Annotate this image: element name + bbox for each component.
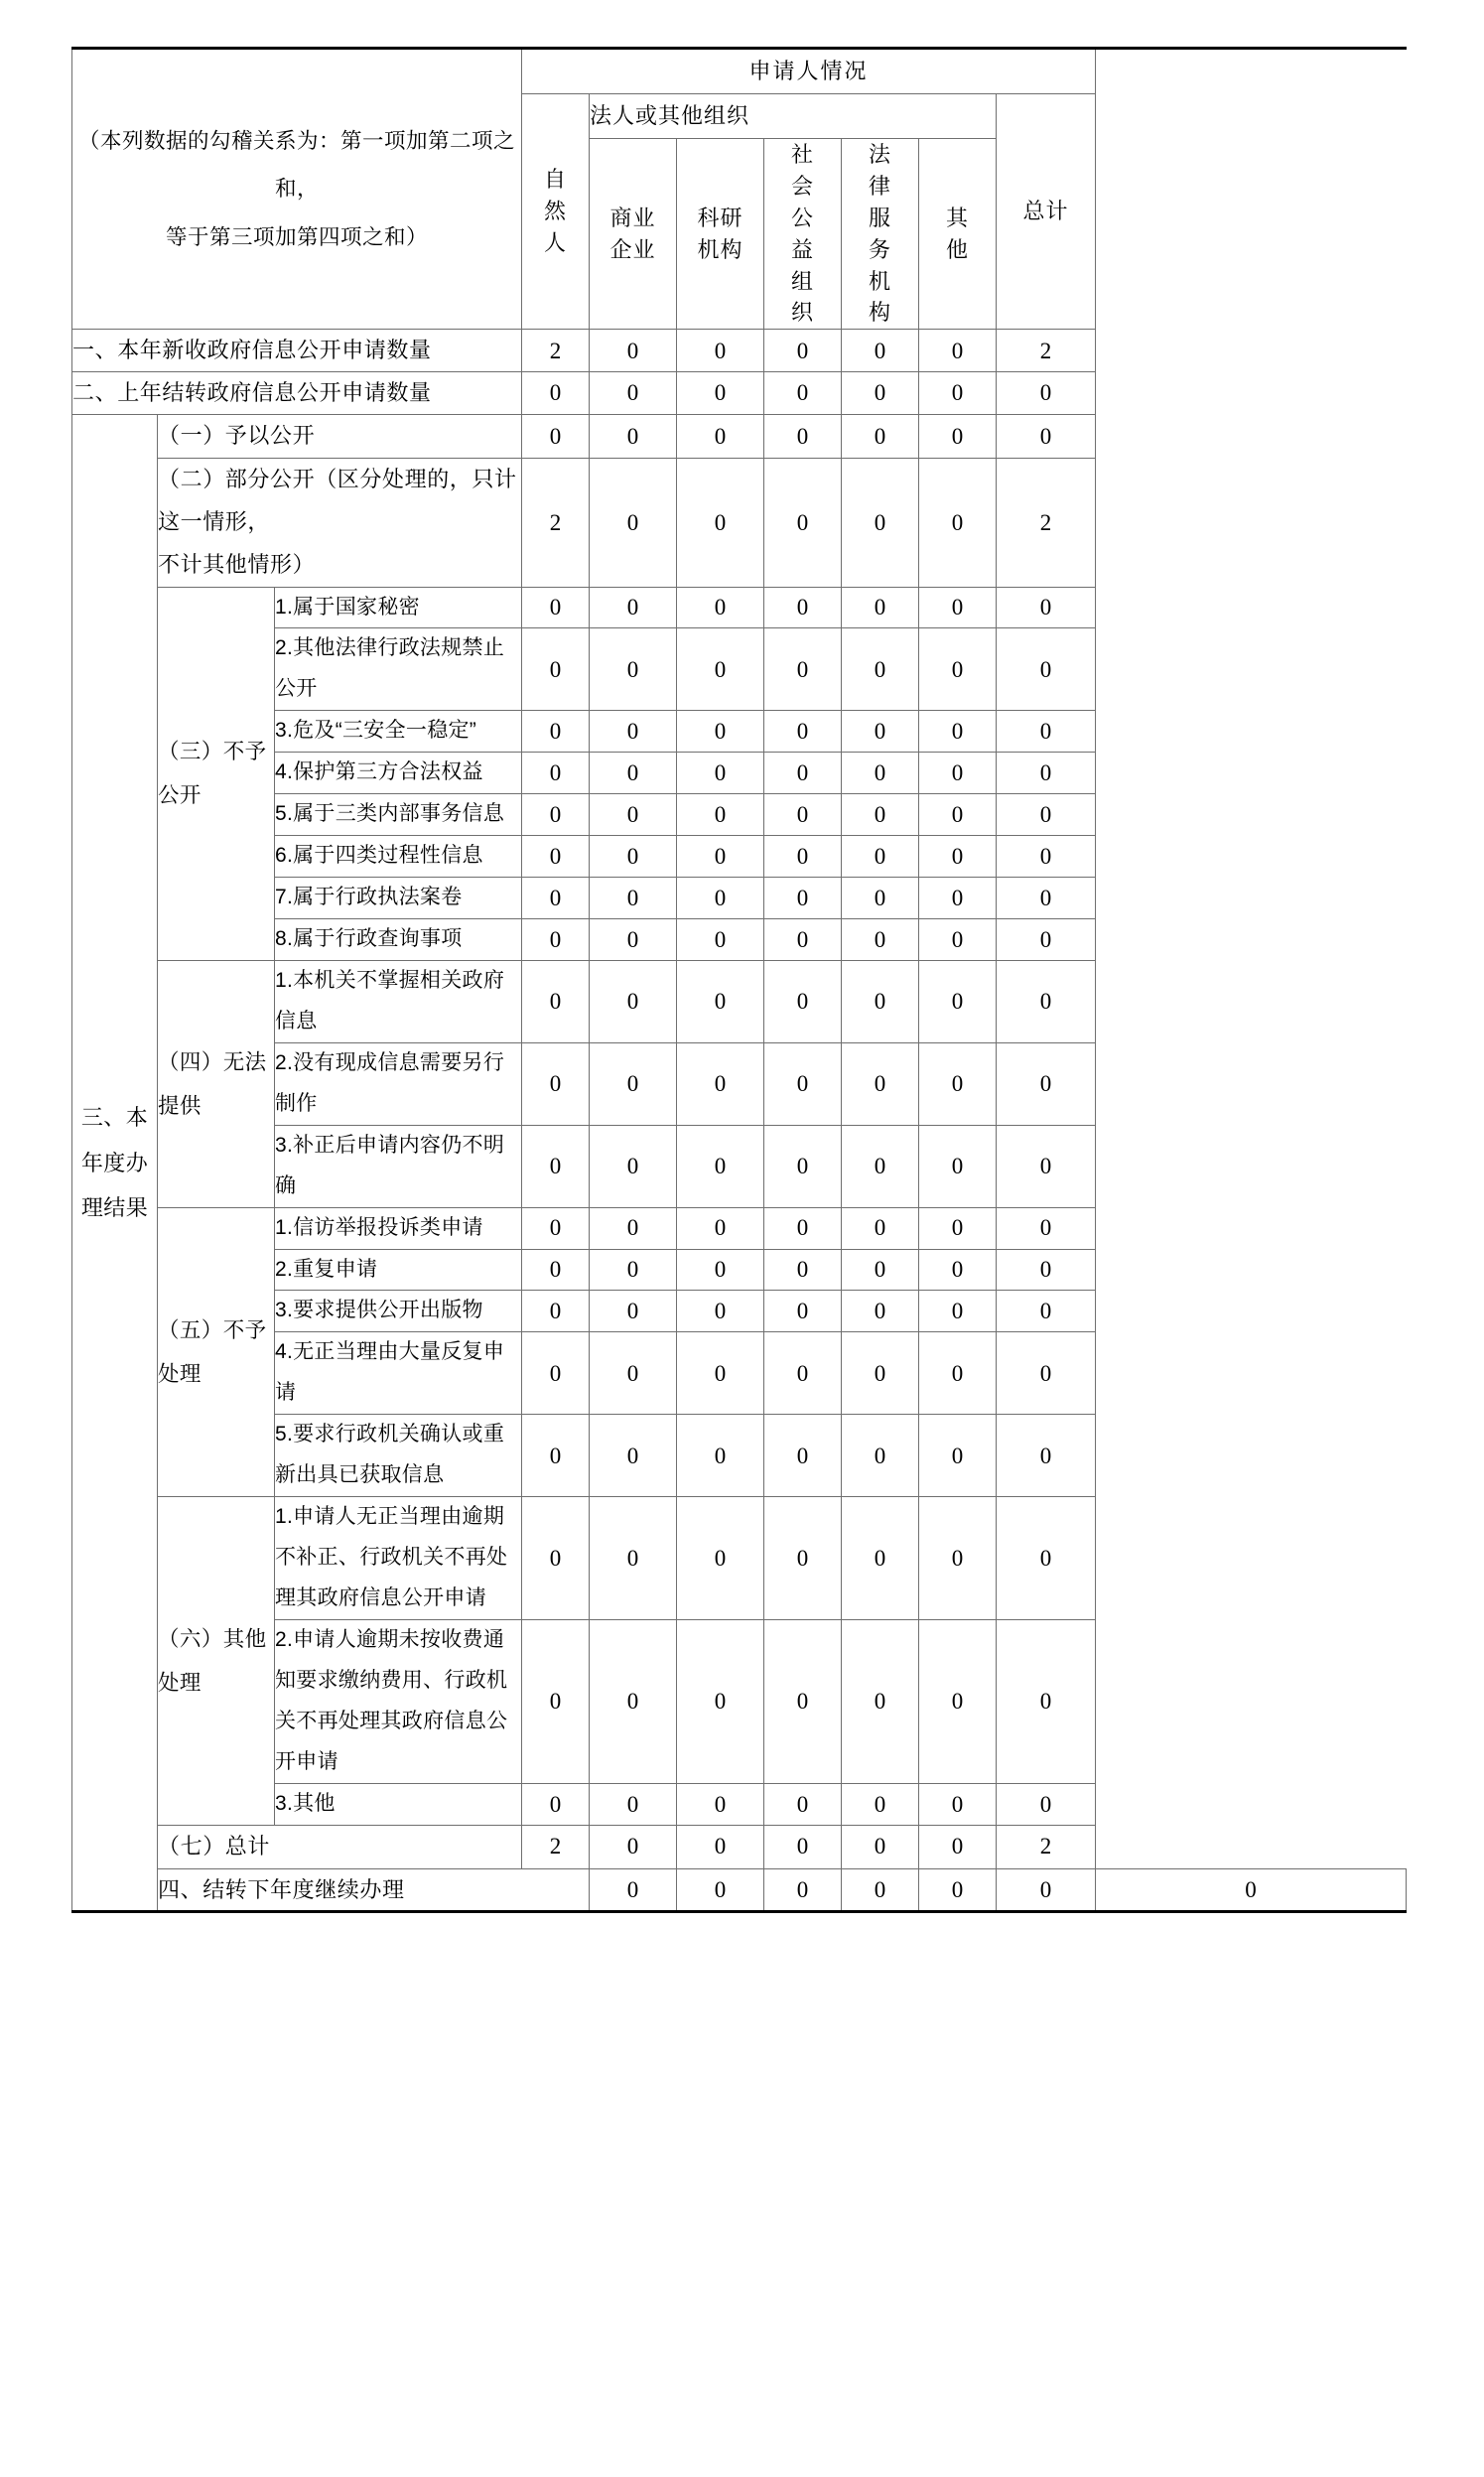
cell-research: 0 xyxy=(677,1207,764,1249)
cell-other: 0 xyxy=(919,753,997,794)
cell-total: 0 xyxy=(997,836,1096,878)
group-label-other-handling-line0: （六）其他 xyxy=(158,1626,267,1651)
cell-total: 0 xyxy=(997,878,1096,919)
cell-legal-service: 0 xyxy=(842,1783,919,1825)
section-label-line-0: 三、本 xyxy=(80,1105,149,1131)
item-label: 3.其他 xyxy=(275,1783,522,1825)
cell-legal-service: 0 xyxy=(919,1868,997,1912)
cell-total: 0 xyxy=(997,1783,1096,1825)
item-label: 8.属于行政查询事项 xyxy=(275,919,522,961)
section-label-line-2: 理结果 xyxy=(80,1194,149,1220)
column-header-business-char-1: 企业 xyxy=(609,236,656,262)
cell-natural: 2 xyxy=(522,458,590,587)
cell-legal-service: 0 xyxy=(842,1291,919,1332)
cell-research: 0 xyxy=(677,960,764,1042)
cell-natural: 0 xyxy=(522,1125,590,1207)
cell-public-welfare: 0 xyxy=(764,458,842,587)
cell-other: 0 xyxy=(919,1619,997,1783)
item-label: 7.属于行政执法案卷 xyxy=(275,878,522,919)
column-header-other-char-0: 其 xyxy=(945,205,969,230)
cell-business: 0 xyxy=(590,878,677,919)
row-label-carried-over: 二、上年结转政府信息公开申请数量 xyxy=(72,372,522,415)
cell-natural: 0 xyxy=(522,414,590,458)
cell-total: 0 xyxy=(997,794,1096,836)
cell-total: 0 xyxy=(997,1042,1096,1125)
table-row xyxy=(72,1497,1407,1620)
column-header-legal-service-char-1: 律 xyxy=(868,173,891,199)
cell-total: 0 xyxy=(997,1207,1096,1249)
cell-business: 0 xyxy=(677,1868,764,1912)
column-header-research-char-1: 机构 xyxy=(697,236,743,262)
cell-total: 0 xyxy=(997,1619,1096,1783)
cell-legal-service: 0 xyxy=(842,836,919,878)
cell-research: 0 xyxy=(677,1497,764,1620)
cell-public-welfare: 0 xyxy=(764,1415,842,1497)
cell-other: 0 xyxy=(919,1332,997,1415)
cell-total: 0 xyxy=(997,1332,1096,1415)
cell-legal-service: 0 xyxy=(842,1207,919,1249)
cell-research: 0 xyxy=(764,1868,842,1912)
table-row xyxy=(72,1825,1407,1868)
item-label: 1.申请人无正当理由逾期不补正、行政机关不再处理其政府信息公开申请 xyxy=(275,1497,522,1620)
column-header-research-char-0: 科研 xyxy=(697,205,743,230)
cell-business: 0 xyxy=(590,1207,677,1249)
cell-total: 0 xyxy=(997,1249,1096,1291)
column-header-public-welfare-char-1: 会 xyxy=(790,173,814,199)
cell-legal-service: 0 xyxy=(842,372,919,415)
column-header-public-welfare-char-2: 公 xyxy=(790,205,814,230)
cell-legal-service: 0 xyxy=(842,711,919,753)
cell-legal-service: 0 xyxy=(842,587,919,628)
cell-legal-service: 0 xyxy=(842,1415,919,1497)
cell-natural: 2 xyxy=(522,330,590,372)
group-label-cannot-provide xyxy=(158,960,275,1207)
cell-research: 0 xyxy=(677,628,764,711)
cell-other: 0 xyxy=(919,372,997,415)
cell-legal-service: 0 xyxy=(842,919,919,961)
cell-natural: 0 xyxy=(522,372,590,415)
table-row xyxy=(72,1868,1407,1912)
cell-public-welfare: 0 xyxy=(764,587,842,628)
cell-public-welfare: 0 xyxy=(764,1249,842,1291)
cell-business: 0 xyxy=(590,1332,677,1415)
cell-public-welfare: 0 xyxy=(764,1497,842,1620)
cell-legal-service: 0 xyxy=(842,1042,919,1125)
cell-natural: 0 xyxy=(522,1332,590,1415)
cell-other: 0 xyxy=(919,1825,997,1868)
row-label-subtotal: （七）总计 xyxy=(158,1825,522,1868)
checksum-note-line1: （本列数据的勾稽关系为：第一项加第二项之和， xyxy=(77,129,515,202)
cell-other: 0 xyxy=(919,794,997,836)
cell-public-welfare: 0 xyxy=(764,836,842,878)
cell-business: 0 xyxy=(590,753,677,794)
cell-research: 0 xyxy=(677,794,764,836)
cell-public-welfare: 0 xyxy=(764,794,842,836)
cell-research: 0 xyxy=(677,330,764,372)
cell-total: 2 xyxy=(997,330,1096,372)
group-label-not-disclosed-line1: 公开 xyxy=(158,783,202,808)
cell-business: 0 xyxy=(590,1291,677,1332)
item-label: 3.危及“三安全一稳定” xyxy=(275,711,522,753)
cell-other: 0 xyxy=(919,919,997,961)
cell-business: 0 xyxy=(590,1415,677,1497)
cell-public-welfare: 0 xyxy=(764,414,842,458)
cell-research: 0 xyxy=(677,587,764,628)
row-label-partially-disclosed-line2: 不计其他情形） xyxy=(158,551,316,577)
cell-public-welfare: 0 xyxy=(764,960,842,1042)
cell-business: 0 xyxy=(590,587,677,628)
cell-total: 0 xyxy=(997,372,1096,415)
cell-research: 0 xyxy=(677,1825,764,1868)
cell-natural: 0 xyxy=(522,628,590,711)
table-row xyxy=(72,414,1407,458)
cell-natural: 0 xyxy=(522,1415,590,1497)
column-header-natural-char-1: 然 xyxy=(543,199,567,224)
column-header-natural xyxy=(522,94,590,330)
cell-legal-service: 0 xyxy=(842,458,919,587)
applicant-group-header: 申请人情况 xyxy=(522,49,1096,94)
item-label: 2.重复申请 xyxy=(275,1249,522,1291)
cell-natural: 0 xyxy=(522,1291,590,1332)
cell-natural: 2 xyxy=(522,1825,590,1868)
legal-person-group-header: 法人或其他组织 xyxy=(590,94,997,139)
cell-business: 0 xyxy=(590,1825,677,1868)
cell-research: 0 xyxy=(677,711,764,753)
cell-natural: 0 xyxy=(522,587,590,628)
cell-business: 0 xyxy=(590,711,677,753)
cell-research: 0 xyxy=(677,1332,764,1415)
cell-legal-service: 0 xyxy=(842,878,919,919)
cell-public-welfare: 0 xyxy=(764,330,842,372)
cell-business: 0 xyxy=(590,919,677,961)
cell-research: 0 xyxy=(677,1291,764,1332)
cell-business: 0 xyxy=(590,1042,677,1125)
section-label-annual-results xyxy=(72,414,158,1911)
cell-legal-service: 0 xyxy=(842,330,919,372)
cell-natural: 0 xyxy=(522,1497,590,1620)
column-header-business-char-0: 商业 xyxy=(609,205,656,230)
cell-natural: 0 xyxy=(522,711,590,753)
cell-other: 0 xyxy=(919,587,997,628)
cell-natural: 0 xyxy=(590,1868,677,1912)
group-label-not-processed xyxy=(158,1207,275,1497)
disclosure-statistics-table xyxy=(71,47,1407,1913)
column-header-legal-service-char-3: 务 xyxy=(868,236,891,262)
item-label: 5.要求行政机关确认或重新出具已获取信息 xyxy=(275,1415,522,1497)
cell-business: 0 xyxy=(590,458,677,587)
cell-public-welfare: 0 xyxy=(764,1825,842,1868)
cell-other: 0 xyxy=(919,330,997,372)
cell-public-welfare: 0 xyxy=(842,1868,919,1912)
group-label-not-processed-line0: （五）不予 xyxy=(158,1317,267,1342)
group-label-not-processed-line1: 处理 xyxy=(158,1361,202,1386)
cell-business: 0 xyxy=(590,1497,677,1620)
item-label: 5.属于三类内部事务信息 xyxy=(275,794,522,836)
cell-public-welfare: 0 xyxy=(764,1291,842,1332)
cell-legal-service: 0 xyxy=(842,753,919,794)
cell-other: 0 xyxy=(919,628,997,711)
column-header-public-welfare xyxy=(764,139,842,330)
cell-public-welfare: 0 xyxy=(764,711,842,753)
cell-other: 0 xyxy=(919,414,997,458)
cell-business: 0 xyxy=(590,1125,677,1207)
cell-natural: 0 xyxy=(522,919,590,961)
item-label: 2.申请人逾期未按收费通知要求缴纳费用、行政机关不再处理其政府信息公开申请 xyxy=(275,1619,522,1783)
column-header-public-welfare-char-5: 织 xyxy=(790,300,814,326)
cell-natural: 0 xyxy=(522,1249,590,1291)
cell-research: 0 xyxy=(677,1249,764,1291)
cell-total: 2 xyxy=(997,1825,1096,1868)
checksum-note-line2: 等于第三项加第四项之和） xyxy=(165,224,428,249)
row-label-carry-forward: 四、结转下年度继续办理 xyxy=(158,1868,590,1912)
column-header-other xyxy=(919,139,997,330)
cell-total: 0 xyxy=(1096,1868,1407,1912)
column-header-natural-char-0: 自 xyxy=(543,167,567,193)
cell-business: 0 xyxy=(590,960,677,1042)
cell-business: 0 xyxy=(590,1783,677,1825)
cell-natural: 0 xyxy=(522,1207,590,1249)
cell-natural: 0 xyxy=(522,753,590,794)
item-label: 1.信访举报投诉类申请 xyxy=(275,1207,522,1249)
cell-business: 0 xyxy=(590,836,677,878)
item-label: 3.要求提供公开出版物 xyxy=(275,1291,522,1332)
cell-other: 0 xyxy=(919,711,997,753)
cell-legal-service: 0 xyxy=(842,414,919,458)
cell-other: 0 xyxy=(919,1207,997,1249)
cell-other: 0 xyxy=(919,1415,997,1497)
cell-other: 0 xyxy=(919,1783,997,1825)
cell-research: 0 xyxy=(677,372,764,415)
cell-research: 0 xyxy=(677,1619,764,1783)
cell-other: 0 xyxy=(919,1497,997,1620)
column-header-business xyxy=(590,139,677,330)
cell-legal-service: 0 xyxy=(842,1125,919,1207)
table-row xyxy=(72,960,1407,1042)
cell-other: 0 xyxy=(919,1125,997,1207)
item-label: 1.属于国家秘密 xyxy=(275,587,522,628)
column-header-other-char-1: 他 xyxy=(945,236,969,262)
column-header-public-welfare-char-3: 益 xyxy=(790,236,814,262)
column-header-legal-service-char-5: 构 xyxy=(868,300,891,326)
cell-research: 0 xyxy=(677,836,764,878)
cell-other: 0 xyxy=(919,1291,997,1332)
item-label: 4.保护第三方合法权益 xyxy=(275,753,522,794)
cell-total: 0 xyxy=(997,960,1096,1042)
cell-research: 0 xyxy=(677,1042,764,1125)
cell-other: 0 xyxy=(919,836,997,878)
item-label: 3.补正后申请内容仍不明确 xyxy=(275,1125,522,1207)
cell-total: 0 xyxy=(997,1415,1096,1497)
cell-total: 0 xyxy=(997,1125,1096,1207)
group-label-cannot-provide-line1: 提供 xyxy=(158,1093,202,1118)
table-row xyxy=(72,458,1407,587)
cell-other: 0 xyxy=(919,1042,997,1125)
cell-natural: 0 xyxy=(522,836,590,878)
cell-business: 0 xyxy=(590,794,677,836)
column-header-legal-service xyxy=(842,139,919,330)
cell-total: 0 xyxy=(997,414,1096,458)
cell-natural: 0 xyxy=(522,960,590,1042)
row-label-disclosed: （一）予以公开 xyxy=(158,414,522,458)
cell-research: 0 xyxy=(677,414,764,458)
cell-business: 0 xyxy=(590,1619,677,1783)
item-label: 2.其他法律行政法规禁止公开 xyxy=(275,628,522,711)
row-label-new-applications: 一、本年新收政府信息公开申请数量 xyxy=(72,330,522,372)
cell-public-welfare: 0 xyxy=(764,1125,842,1207)
cell-total: 0 xyxy=(997,711,1096,753)
column-header-legal-service-char-4: 机 xyxy=(868,268,891,294)
cell-research: 0 xyxy=(677,753,764,794)
header-row-group xyxy=(72,49,1407,94)
column-header-total: 总计 xyxy=(997,94,1096,330)
row-label-partially-disclosed-line1: （二）部分公开（区分处理的，只计这一情形， xyxy=(158,466,517,534)
column-header-legal-service-char-2: 服 xyxy=(868,205,891,230)
cell-natural: 0 xyxy=(522,1042,590,1125)
cell-public-welfare: 0 xyxy=(764,372,842,415)
cell-legal-service: 0 xyxy=(842,1249,919,1291)
cell-legal-service: 0 xyxy=(842,1825,919,1868)
column-header-natural-char-2: 人 xyxy=(543,230,567,256)
cell-other: 0 xyxy=(919,960,997,1042)
cell-research: 0 xyxy=(677,1415,764,1497)
item-label: 2.没有现成信息需要另行制作 xyxy=(275,1042,522,1125)
cell-other: 0 xyxy=(919,1249,997,1291)
cell-public-welfare: 0 xyxy=(764,1042,842,1125)
cell-public-welfare: 0 xyxy=(764,1619,842,1783)
cell-legal-service: 0 xyxy=(842,1619,919,1783)
cell-research: 0 xyxy=(677,458,764,587)
cell-research: 0 xyxy=(677,878,764,919)
cell-business: 0 xyxy=(590,628,677,711)
cell-total: 0 xyxy=(997,1291,1096,1332)
cell-business: 0 xyxy=(590,1249,677,1291)
item-label: 6.属于四类过程性信息 xyxy=(275,836,522,878)
column-header-public-welfare-char-4: 组 xyxy=(790,268,814,294)
cell-public-welfare: 0 xyxy=(764,753,842,794)
cell-natural: 0 xyxy=(522,794,590,836)
cell-public-welfare: 0 xyxy=(764,1783,842,1825)
column-header-research xyxy=(677,139,764,330)
cell-total: 0 xyxy=(997,587,1096,628)
group-label-other-handling xyxy=(158,1497,275,1826)
cell-legal-service: 0 xyxy=(842,1332,919,1415)
item-label: 1.本机关不掌握相关政府信息 xyxy=(275,960,522,1042)
checksum-note xyxy=(72,49,522,330)
cell-legal-service: 0 xyxy=(842,960,919,1042)
cell-public-welfare: 0 xyxy=(764,878,842,919)
cell-legal-service: 0 xyxy=(842,628,919,711)
cell-natural: 0 xyxy=(522,1619,590,1783)
cell-public-welfare: 0 xyxy=(764,919,842,961)
cell-public-welfare: 0 xyxy=(764,1332,842,1415)
cell-legal-service: 0 xyxy=(842,1497,919,1620)
cell-total: 2 xyxy=(997,458,1096,587)
cell-business: 0 xyxy=(590,330,677,372)
item-label: 4.无正当理由大量反复申请 xyxy=(275,1332,522,1415)
cell-business: 0 xyxy=(590,414,677,458)
table-row xyxy=(72,587,1407,628)
column-header-legal-service-char-0: 法 xyxy=(868,142,891,167)
table-row xyxy=(72,330,1407,372)
cell-other: 0 xyxy=(919,878,997,919)
cell-total: 0 xyxy=(997,753,1096,794)
cell-research: 0 xyxy=(677,919,764,961)
group-label-cannot-provide-line0: （四）无法 xyxy=(158,1049,267,1074)
table-row xyxy=(72,372,1407,415)
cell-natural: 0 xyxy=(522,878,590,919)
cell-public-welfare: 0 xyxy=(764,1207,842,1249)
table-row xyxy=(72,1207,1407,1249)
cell-total: 0 xyxy=(997,628,1096,711)
column-header-public-welfare-char-0: 社 xyxy=(790,142,814,167)
cell-total: 0 xyxy=(997,919,1096,961)
cell-other: 0 xyxy=(919,458,997,587)
cell-public-welfare: 0 xyxy=(764,628,842,711)
group-label-not-disclosed-line0: （三）不予 xyxy=(158,740,267,764)
cell-other: 0 xyxy=(997,1868,1096,1912)
cell-research: 0 xyxy=(677,1783,764,1825)
cell-business: 0 xyxy=(590,372,677,415)
group-label-other-handling-line1: 处理 xyxy=(158,1670,202,1695)
section-label-line-1: 年度办 xyxy=(80,1150,149,1175)
cell-total: 0 xyxy=(997,1497,1096,1620)
cell-natural: 0 xyxy=(522,1783,590,1825)
cell-legal-service: 0 xyxy=(842,794,919,836)
group-label-not-disclosed xyxy=(158,587,275,960)
row-label-partially-disclosed xyxy=(158,458,522,587)
cell-research: 0 xyxy=(677,1125,764,1207)
